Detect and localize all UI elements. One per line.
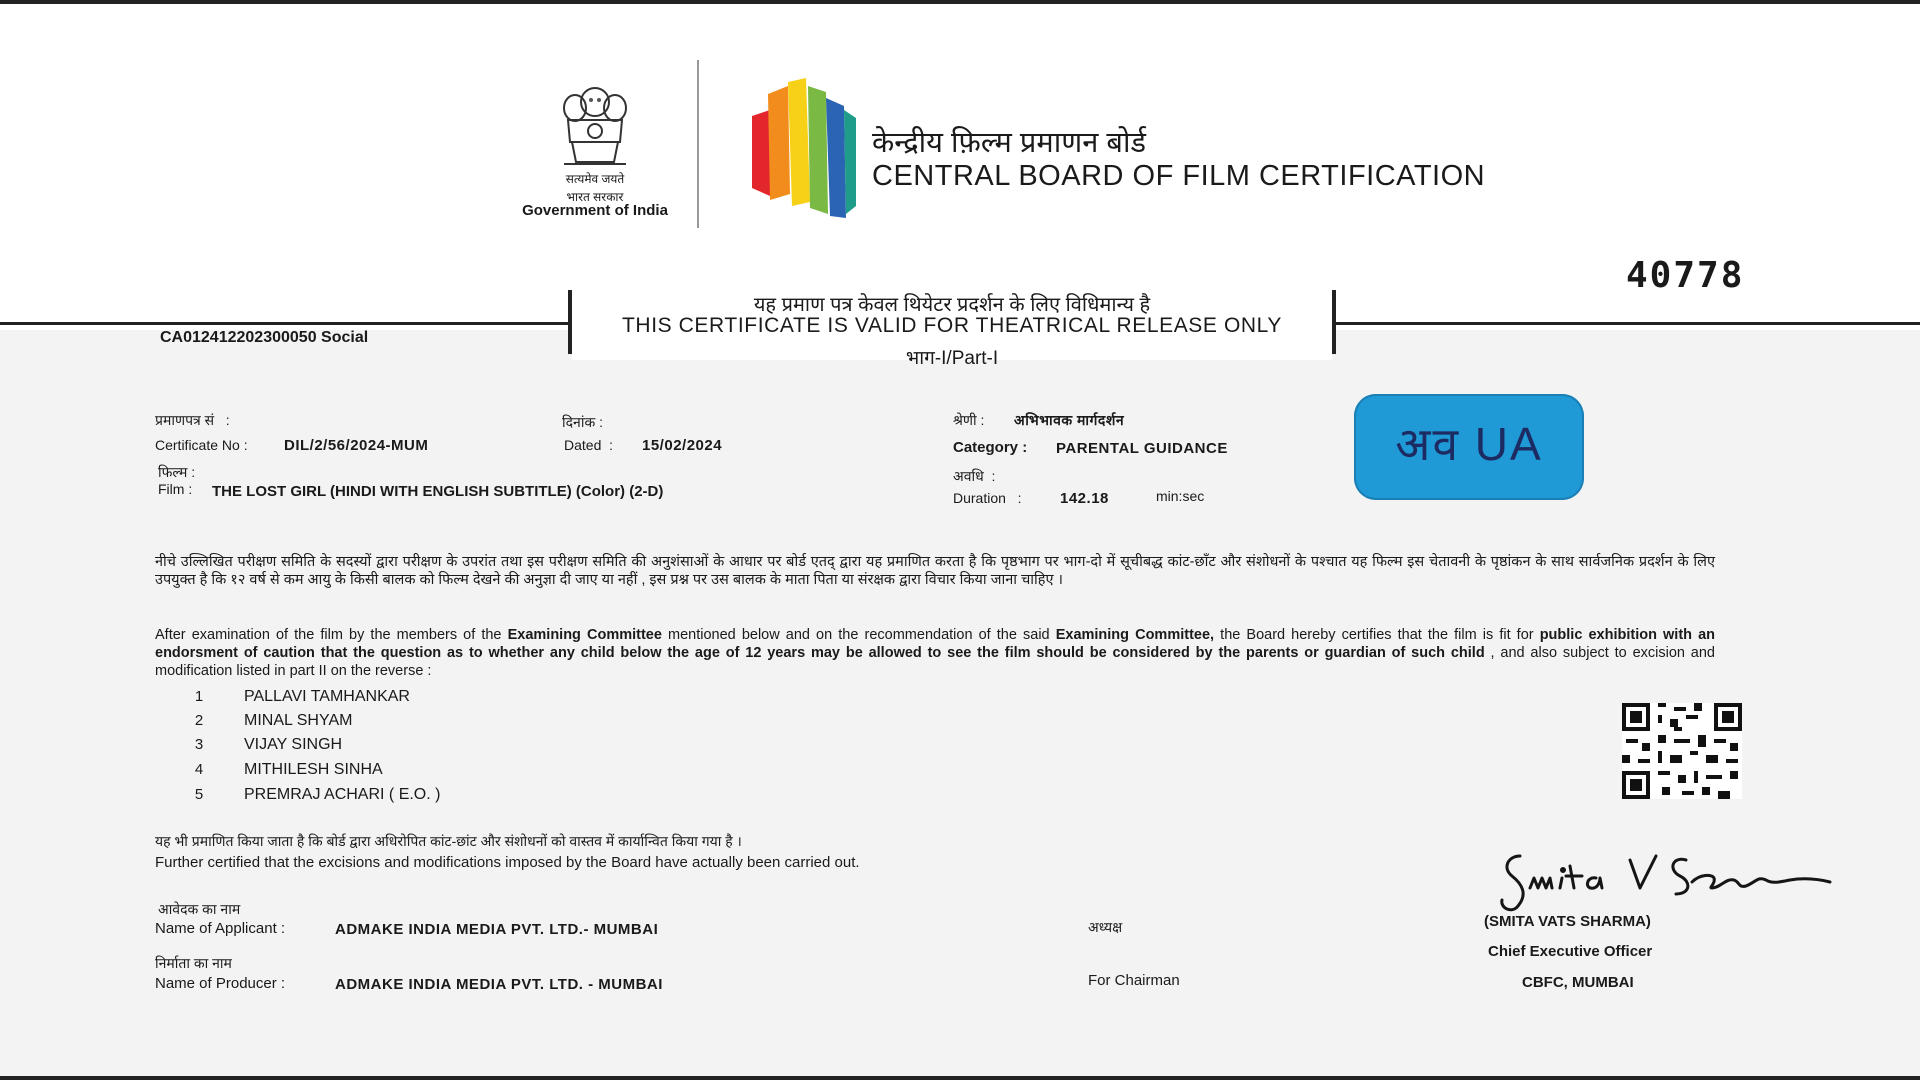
emblem-motto: सत्यमेव जयते bbox=[565, 172, 625, 186]
chairman-label-hindi: अध्यक्ष bbox=[1088, 919, 1123, 935]
left-rule bbox=[0, 322, 570, 325]
chairman-label: For Chairman bbox=[1088, 972, 1180, 989]
part-label: भाग-I/Part-I bbox=[905, 348, 999, 369]
committee-member: PALLAVI TAMHANKAR bbox=[244, 688, 410, 705]
film-label-hindi: फिल्म : bbox=[158, 464, 196, 480]
signature bbox=[1490, 848, 1850, 920]
header-divider bbox=[697, 60, 699, 228]
certification-text: After examination of the film by the members of the Examining Committee mentioned below and on the recommendation of the said Examining Committee, the Board hereby certifies that the film is fit for public exhibition with an endorsment of caution that the question as to whether any child below the age of 12 years may be allowed to see the film should be considered by the parents or guardian of such child , and also subject to excision and modification listed in part II on the reverse : bbox=[155, 627, 1716, 679]
top-border bbox=[0, 0, 1920, 4]
film-title: THE LOST GIRL (HINDI WITH ENGLISH SUBTITLE) (Color) (2-D) bbox=[212, 483, 664, 500]
duration-value: 142.18 bbox=[1060, 490, 1109, 507]
cert-no-value: DIL/2/56/2024-MUM bbox=[284, 437, 429, 454]
producer-label: Name of Producer : bbox=[155, 975, 286, 992]
validity-hindi: यह प्रमाण पत्र केवल थियेटर प्रदर्शन के लिए विधिमान्य है bbox=[753, 294, 1151, 316]
applicant-label: Name of Applicant : bbox=[155, 920, 286, 937]
category-label-hindi: श्रेणी : bbox=[953, 412, 985, 428]
right-bracket bbox=[1332, 290, 1336, 354]
bottom-border bbox=[0, 1076, 1920, 1080]
government-label: Government of India bbox=[522, 202, 668, 219]
further-certification: Further certified that the excisions and modifications imposed by the Board have actually been carried out. bbox=[155, 854, 860, 871]
film-label: Film : bbox=[158, 481, 193, 497]
date-label: Dated : bbox=[564, 437, 614, 453]
cert-no-label: Certificate No : bbox=[155, 437, 248, 453]
duration-label: Duration : bbox=[953, 490, 1022, 506]
category-label: Category : bbox=[953, 439, 1028, 456]
reference-number: CA012412202300050 Social bbox=[160, 329, 369, 346]
signatory-name: (SMITA VATS SHARMA) bbox=[1484, 913, 1651, 930]
member-number: 2 bbox=[194, 712, 204, 729]
committee-member: MINAL SHYAM bbox=[244, 712, 353, 729]
member-number: 4 bbox=[194, 761, 204, 778]
committee-member: PREMRAJ ACHARI ( E.O. ) bbox=[244, 786, 441, 803]
right-rule bbox=[1334, 322, 1920, 325]
certification-text-hindi: नीचे उल्लिखित परीक्षण समिति के सदस्यों द्वारा परीक्षण के उपरांत तथा इस परीक्षण समिति की अनुशंसाओं के आधार पर बोर्ड एतद् द्वारा यह प्रमाणित करता है कि पृष्ठभाग पर भाग-दो में सूचीबद्ध कांट-छाँट और संशोधनों के पश्चात यह फिल्म इस चेतावनी के पृष्ठांकन के साथ सार्वजनिक प्रदर्शन के लिए उपयुक्त है कि १२ वर्ष से कम आयु के किसी बालक को फिल्म देखने की अनुज्ञा दी जाए या नहीं , इस प्रश्न पर उस बालक के माता पिता या संरक्षक द्वारा विचार किया जाना चाहिए । bbox=[155, 554, 1715, 588]
national-emblem-icon bbox=[550, 80, 640, 180]
member-number: 3 bbox=[194, 736, 204, 753]
date-label-hindi: दिनांक : bbox=[562, 414, 603, 430]
duration-label-hindi: अवधि : bbox=[953, 468, 996, 484]
member-number: 1 bbox=[194, 688, 204, 705]
duration-unit: min:sec bbox=[1156, 488, 1205, 504]
serial-number: 40778 bbox=[1626, 255, 1745, 296]
date-value: 15/02/2024 bbox=[642, 437, 723, 454]
signatory-office: CBFC, MUMBAI bbox=[1522, 974, 1634, 991]
committee-member: MITHILESH SINHA bbox=[244, 761, 383, 778]
member-number: 5 bbox=[194, 786, 204, 803]
applicant-name: ADMAKE INDIA MEDIA PVT. LTD.- MUMBAI bbox=[335, 921, 659, 938]
board-name-hindi: केन्द्रीय फ़िल्म प्रमाणन बोर्ड bbox=[872, 127, 1146, 159]
cbfc-logo-icon bbox=[748, 76, 860, 222]
government-hindi-label: भारत सरकार bbox=[566, 190, 624, 204]
ua-rating-text: अव UA bbox=[1395, 418, 1543, 470]
category-hindi: अभिभावक मार्गदर्शन bbox=[1014, 412, 1125, 428]
category-value: PARENTAL GUIDANCE bbox=[1056, 440, 1228, 457]
validity-statement: THIS CERTIFICATE IS VALID FOR THEATRICAL RELEASE ONLY bbox=[622, 314, 1282, 337]
producer-label-hindi: निर्माता का नाम bbox=[155, 955, 232, 971]
qr-code-icon bbox=[1622, 702, 1742, 800]
cert-no-label-hindi: प्रमाणपत्र सं : bbox=[155, 412, 230, 428]
producer-name: ADMAKE INDIA MEDIA PVT. LTD. - MUMBAI bbox=[335, 976, 663, 993]
signatory-title: Chief Executive Officer bbox=[1488, 943, 1653, 960]
board-name: CENTRAL BOARD OF FILM CERTIFICATION bbox=[872, 160, 1486, 192]
further-certification-hindi: यह भी प्रमाणित किया जाता है कि बोर्ड द्वारा अधिरोपित कांट-छांट और संशोधनों को वास्तव में कार्यान्वित किया गया है । bbox=[155, 833, 742, 849]
committee-member: VIJAY SINGH bbox=[244, 736, 343, 753]
applicant-label-hindi: आवेदक का नाम bbox=[158, 901, 241, 917]
